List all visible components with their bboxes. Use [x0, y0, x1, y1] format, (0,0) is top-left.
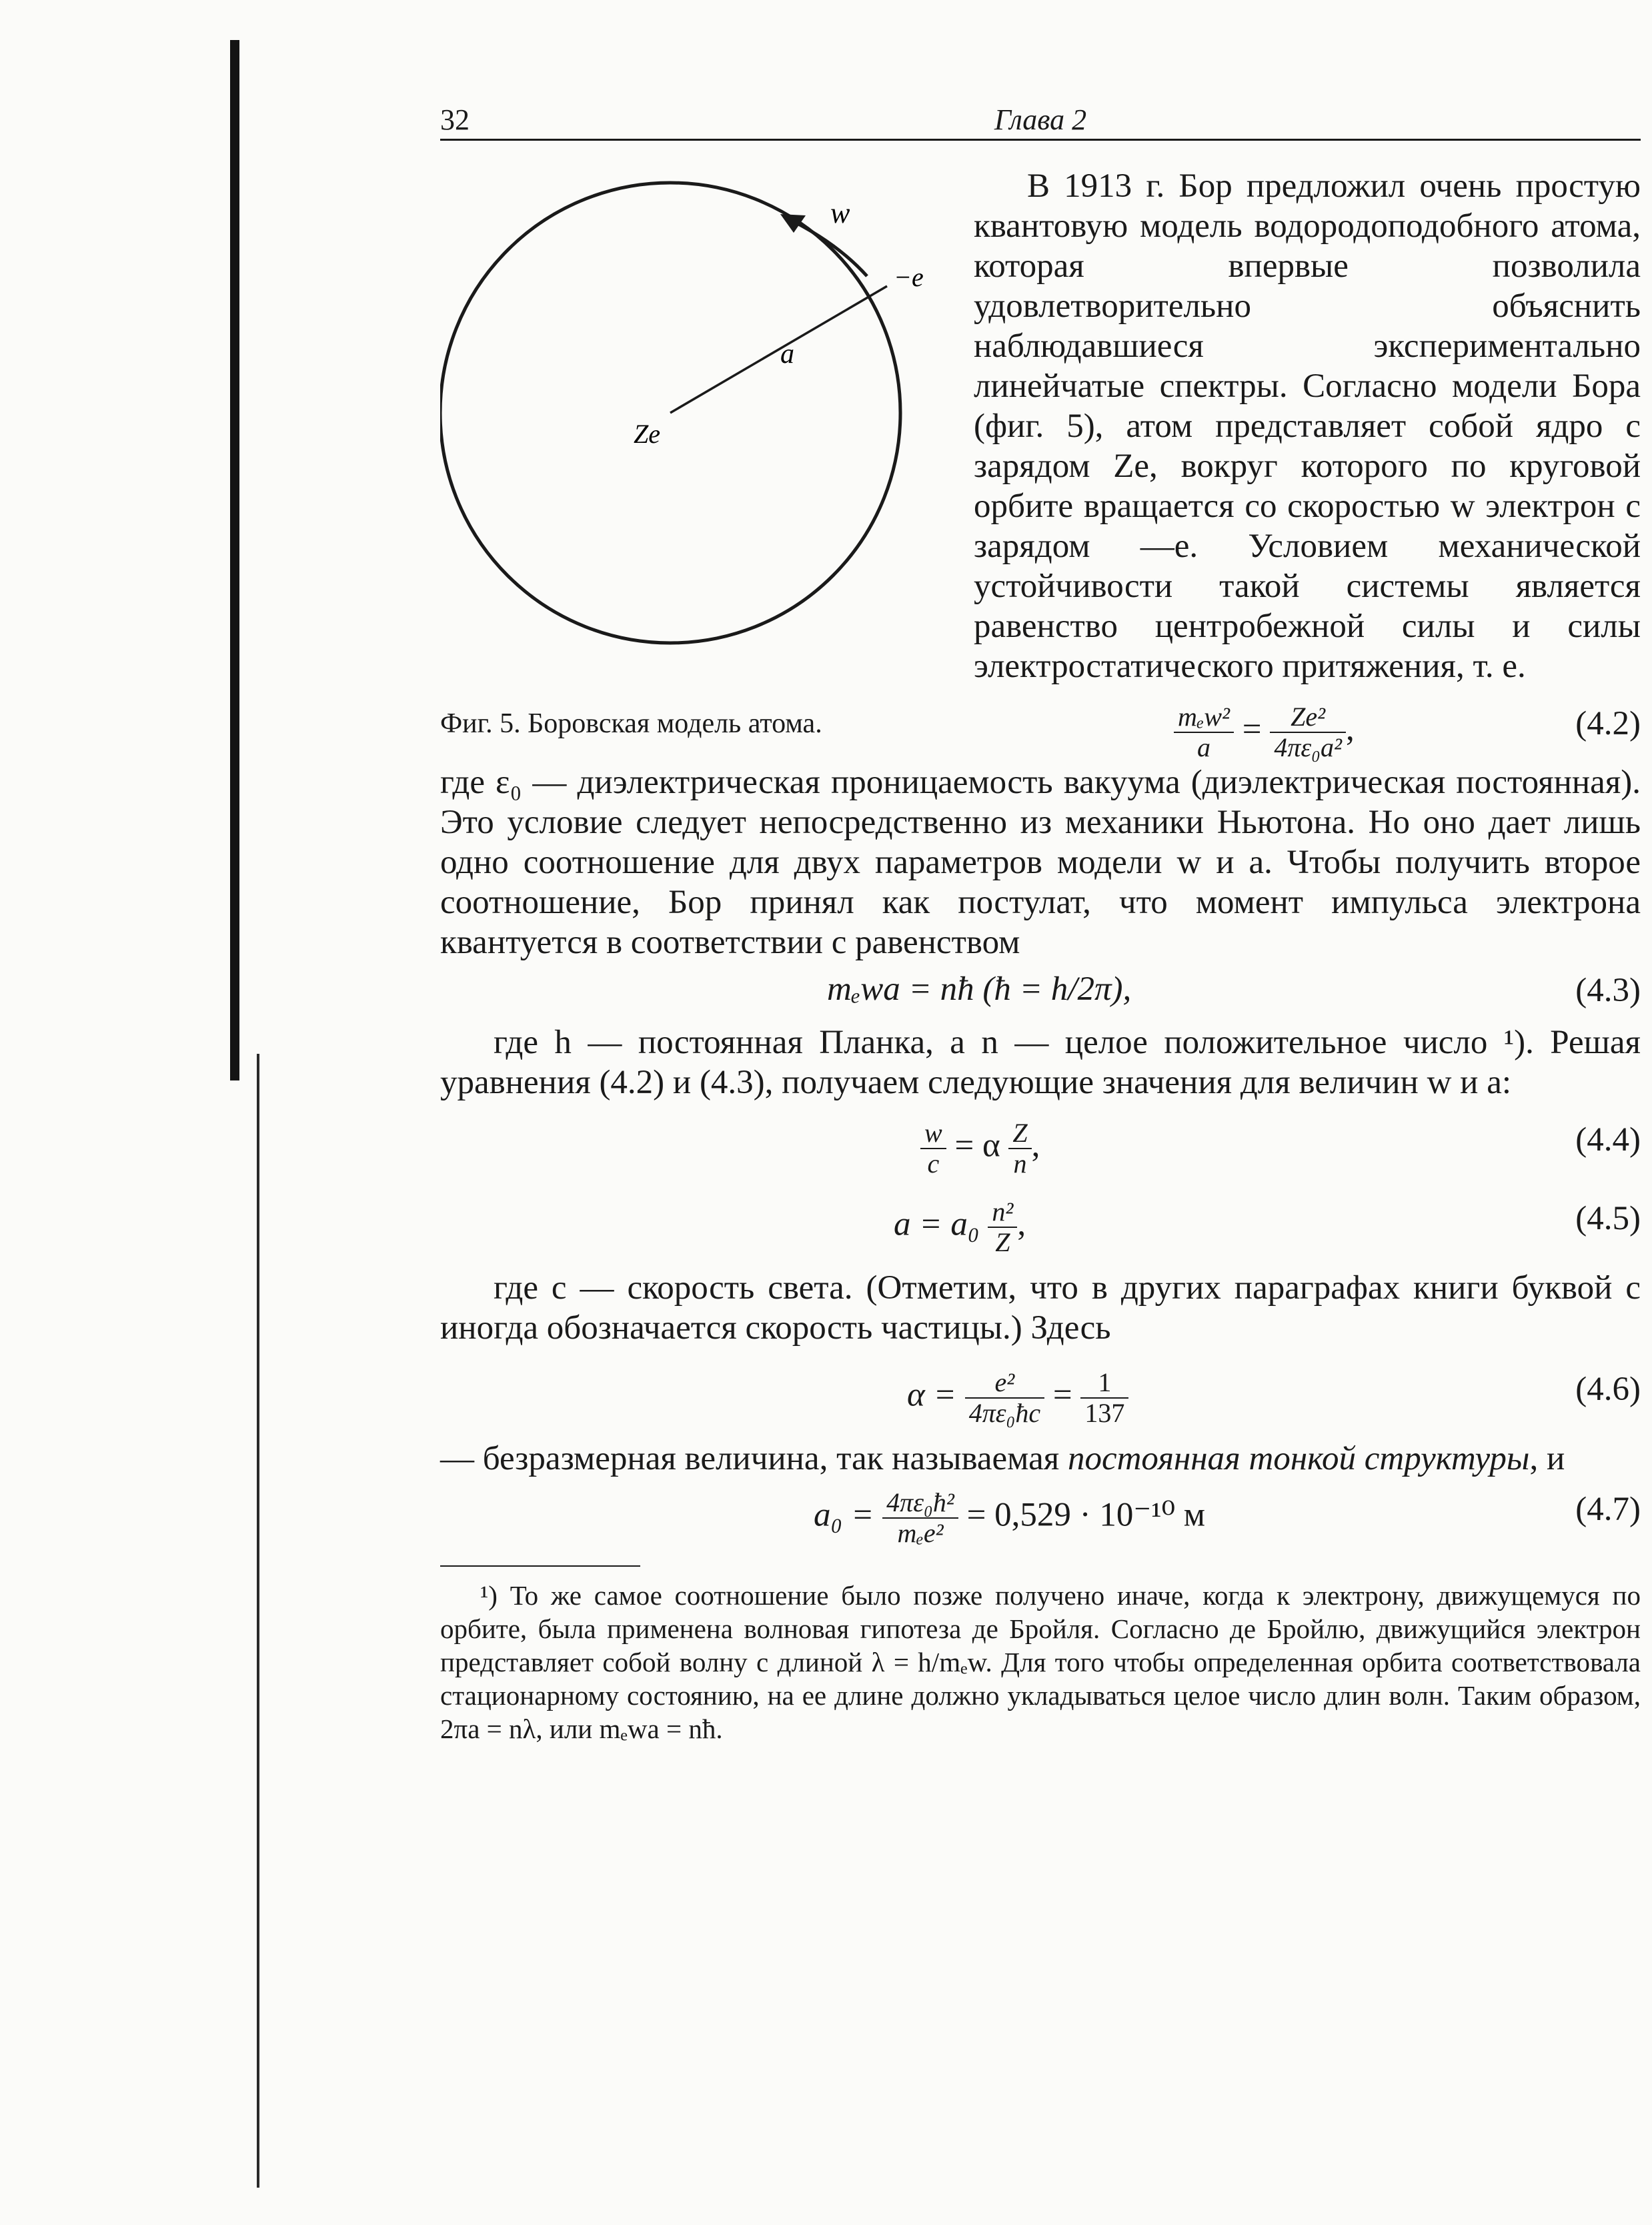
- eq-number: (4.6): [1575, 1371, 1641, 1408]
- running-header: [440, 100, 1641, 141]
- paragraph-after-4-6: — безразмерная величина, так называемая постоянная тонкой структуры, и: [440, 1440, 1565, 1477]
- bohr-atom-diagram: [440, 179, 954, 686]
- figure-caption: Фиг. 5. Боровская модель атома.: [440, 708, 822, 739]
- eq-4-2-rhs: $\frac{\text{Ze²}}{\text{4πε₀a²}}$: [1270, 702, 1346, 762]
- eq-number: (4.2): [1575, 705, 1641, 742]
- intro-block: [440, 166, 1641, 962]
- page-number: 32: [440, 103, 470, 136]
- equation-4-5: a = a₀ $\frac{\text{n²}}{Z}$ , (4.5): [894, 1197, 1641, 1257]
- page: [440, 100, 1641, 1745]
- footnote: ¹) То же самое соотношение было позже получено иначе, когда к электрону, движущемуся по орбите, была применена волновая гипотеза де Бройля. Согласно де Бройлю, движущийся электрон представляет собой волну с длиной λ = h/mₑw. Для того чтобы определенная орбита соответствовала стационарному состоянию, на ее длине должно укладываться целое число длин волн. Таким образом, 2πa = nλ, или mₑwa = nħ.: [440, 1580, 1641, 1744]
- eq-number: (4.5): [1575, 1200, 1641, 1237]
- equation-4-2: $\frac{\text{mₑw²}}{a}$ = $\frac{\text{Ze²}}{\text{4πε₀a²}}$ , (4.2): [440, 696, 1641, 756]
- eq-number: (4.4): [1575, 1121, 1641, 1159]
- label-w: w: [830, 197, 850, 229]
- label-radius: a: [780, 339, 794, 369]
- eq-4-2-lhs: $\frac{\text{mₑw²}}{a}$: [1174, 702, 1234, 762]
- binding-edge-lower: [257, 1054, 259, 2188]
- paragraph-after-4-2: где ε₀ — диэлектрическая проницаемость вакуума (диэлектрическая постоянная). Это условие следует непосредственно из механики Ньютона. Но оно дает лишь одно соотношение для двух параметров модели w и a. Чтобы получить второе соотношение, Бор принял как постулат, что момент импульса электрона квантуется в соответствии с равенством: [440, 764, 1641, 961]
- equation-4-4: $\frac{w}{c}$ = α $\frac{Z}{n}$ , (4.4): [440, 1112, 1641, 1172]
- eq-number: (4.3): [1575, 972, 1641, 1009]
- radius-line: [670, 286, 887, 413]
- paragraph-after-4-3: где h — постоянная Планка, а n — целое положительное число ¹). Решая уравнения (4.2) и (4.3), получаем следующие значения для величин w и a:: [440, 1024, 1641, 1101]
- figure-5: [440, 179, 954, 744]
- binding-edge: [230, 40, 239, 1080]
- chapter-title: Глава 2: [994, 103, 1087, 136]
- eq-number: (4.7): [1575, 1491, 1641, 1528]
- label-electron: −e: [894, 262, 924, 292]
- equation-4-7: a₀ = $\frac{\text{4πε₀ħ²}}{\text{mₑe²}}$ = 0,529 · 10⁻¹⁰ м (4.7): [814, 1487, 1641, 1548]
- intro-paragraph: В 1913 г. Бор предложил очень простую квантовую модель водородоподобного атома, которая впервые позволила удовлетворительно объяснить наблюдавшиеся экспериментально линейчатые спектры. Согласно модели Бора (фиг. 5), атом представляет собой ядро с зарядом Ze, вокруг которого по круговой орбите вращается со скоростью w электрон с зарядом —e. Условием механической устойчивости такой системы является равенство центробежной силы и силы электростатического притяжения, т. е.: [974, 167, 1641, 685]
- velocity-arrow: [787, 218, 867, 276]
- equation-4-3: mₑwa = nħ (ħ = h/2π), (4.3): [827, 970, 1641, 1009]
- label-nucleus: Ze: [634, 419, 660, 449]
- equation-4-6: α = $\frac{\text{e²}}{\text{4πε₀ħc}}$ = $\frac{1}{137}$ (4.6): [907, 1367, 1641, 1428]
- footnote-rule: [440, 1565, 640, 1567]
- paragraph-after-4-5: где c — скорость света. (Отметим, что в других параграфах книги буквой c иногда обозначается скорость частицы.) Здесь: [440, 1269, 1641, 1347]
